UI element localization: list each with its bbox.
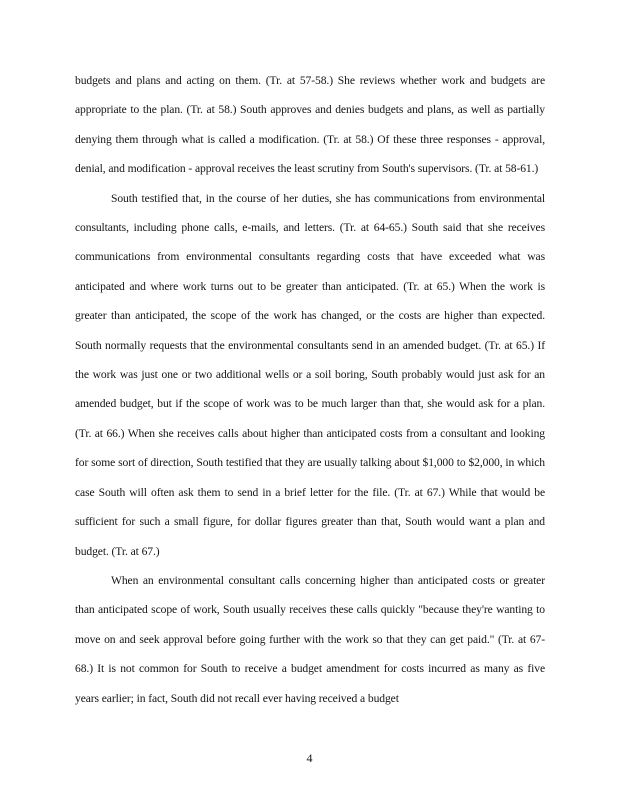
body-text — [75, 66, 545, 713]
paragraph-2: South testified that, in the course of her duties, she has communications from environmental consultants, including phone calls, e-mails, and letters. (Tr. at 64-65.) South said that she receives communications from environmental consultants regarding costs that have exceeded what was anticipated and where work turns out to be greater than anticipated. (Tr. at 65.) When the work is greater than anticipated, the scope of the work has changed, or the costs are higher than expected. South normally requests that the environmental consultants send in an amended budget. (Tr. at 65.) If the work was just one or two additional wells or a soil boring, South probably would just ask for an amended budget, but if the scope of work was to be much larger than that, she would ask for a plan. (Tr. at 66.) When she receives calls about higher than anticipated costs from a consultant and looking for some sort of direction, South testified that they are usually talking about $1,000 to $2,000, in which case South will often ask them to send in a brief letter for the file. (Tr. at 67.) While that would be sufficient for such a small figure, for dollar figures greater than that, South would want a plan and budget. (Tr. at 67.) — [75, 191, 545, 558]
paragraph-3: When an environmental consultant calls concerning higher than anticipated costs or greater than anticipated scope of work, South usually receives these calls quickly "because they're wanting to move on and seek approval before going further with the work so that they can get paid." (Tr. at 67-68.) It is not common for South to receive a budget amendment for costs incurred as many as five years earlier; in fact, South did not recall ever having received a budget — [75, 573, 545, 705]
page-number: 4 — [306, 751, 313, 765]
paragraph-1: budgets and plans and acting on them. (Tr. at 57-58.) She reviews whether work and budgets are appropriate to the plan. (Tr. at 58.) South approves and denies budgets and plans, as well as partially denying them through what is called a modification. (Tr. at 58.) Of these three responses - approval, denial, and modification - approval receives the least scrutiny from South's supervisors. (Tr. at 58-61.) — [75, 74, 545, 176]
